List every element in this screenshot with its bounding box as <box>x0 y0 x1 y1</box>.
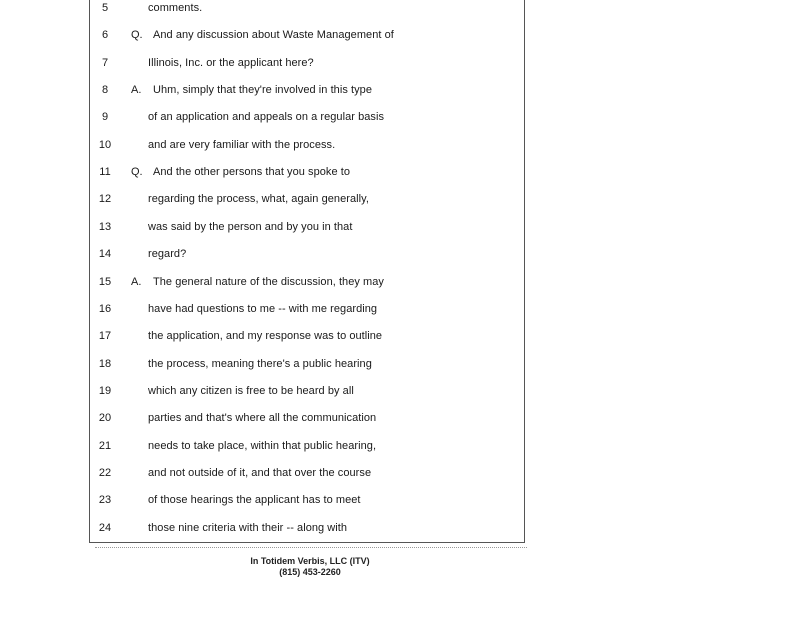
line-text: the process, meaning there's a public hearing <box>148 358 372 370</box>
line-number: 24 <box>98 522 112 534</box>
line-text: of an application and appeals on a regular basis <box>148 111 385 123</box>
footer-company: In Totidem Verbis, LLC (ITV) <box>250 556 370 566</box>
line-number: 5 <box>101 2 109 14</box>
footer-phone: (815) 453-2260 <box>279 567 341 577</box>
line-number: 15 <box>98 276 112 288</box>
line-text: parties and that's where all the communication <box>148 412 377 424</box>
line-number: 20 <box>98 412 112 424</box>
speaker-marker: Q. <box>131 166 143 178</box>
line-number: 10 <box>98 139 112 151</box>
line-text: And any discussion about Waste Management of <box>153 29 394 41</box>
line-text: And the other persons that you spoke to <box>153 166 351 178</box>
line-text: was said by the person and by you in that <box>148 221 353 233</box>
line-text: those nine criteria with their -- along with <box>148 522 348 534</box>
line-text: the application, and my response was to outline <box>148 330 383 342</box>
line-number: 22 <box>98 467 112 479</box>
line-number: 8 <box>101 84 109 96</box>
line-number: 14 <box>98 248 112 260</box>
line-text: regard? <box>148 248 187 260</box>
line-text: The general nature of the discussion, they may <box>153 276 384 288</box>
line-text: needs to take place, within that public hearing, <box>148 440 377 452</box>
line-number: 18 <box>98 358 112 370</box>
line-number: 7 <box>101 57 109 69</box>
line-text: comments. <box>148 2 203 14</box>
line-text: of those hearings the applicant has to meet <box>148 494 361 506</box>
line-number: 9 <box>101 111 109 123</box>
line-number: 23 <box>98 494 112 506</box>
line-number: 13 <box>98 221 112 233</box>
line-text: regarding the process, what, again generally, <box>148 193 369 205</box>
line-text: Illinois, Inc. or the applicant here? <box>148 57 314 69</box>
line-text: which any citizen is free to be heard by all <box>148 385 354 397</box>
line-number: 19 <box>98 385 112 397</box>
line-number: 17 <box>98 330 112 342</box>
speaker-marker: A. <box>131 84 142 96</box>
line-number: 16 <box>98 303 112 315</box>
line-number: 21 <box>98 440 112 452</box>
line-number: 12 <box>98 193 112 205</box>
line-text: and are very familiar with the process. <box>148 139 336 151</box>
speaker-marker: Q. <box>131 29 143 41</box>
page-frame-shadow <box>95 545 527 548</box>
line-text: have had questions to me -- with me regarding <box>148 303 378 315</box>
line-text: and not outside of it, and that over the course <box>148 467 372 479</box>
line-number: 11 <box>99 166 111 178</box>
line-number: 6 <box>101 29 109 41</box>
speaker-marker: A. <box>131 276 142 288</box>
line-text: Uhm, simply that they're involved in this type <box>153 84 372 96</box>
